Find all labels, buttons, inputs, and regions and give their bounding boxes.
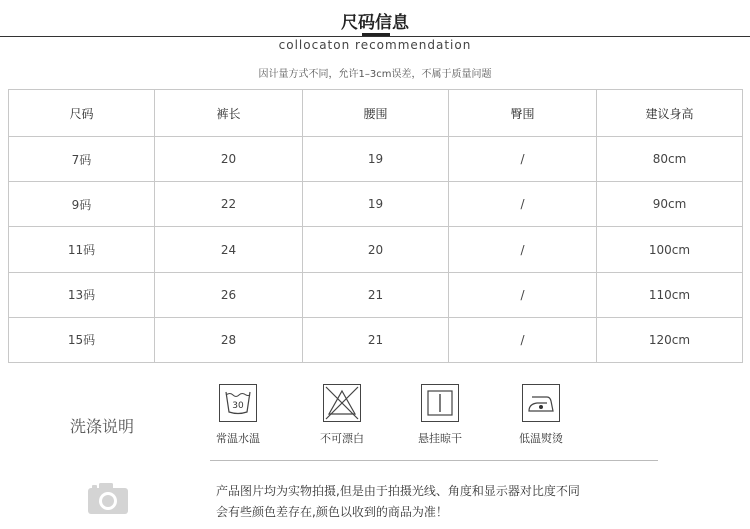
care-label: 不可漂白	[320, 432, 364, 445]
column-header-waist: 腰围	[303, 90, 449, 137]
care-label: 低温熨烫	[519, 432, 563, 445]
table-cell: /	[449, 317, 597, 362]
care-item-low-iron	[501, 384, 581, 446]
table-header-row	[9, 90, 743, 137]
table-cell: 13码	[9, 272, 155, 317]
table-row	[9, 272, 743, 317]
table-cell: /	[449, 137, 597, 182]
table-cell: /	[449, 227, 597, 272]
page-title: 尺码信息	[341, 13, 409, 33]
table-cell: 21	[303, 317, 449, 362]
photo-disclaimer	[216, 481, 736, 523]
measurement-note: 因计量方式不同，允许1–3cm误差，不属于质量问题	[258, 69, 492, 80]
care-label: 常温水温	[216, 432, 260, 445]
title-divider	[0, 36, 750, 37]
column-header-size: 尺码	[9, 90, 155, 137]
table-cell: 28	[155, 317, 303, 362]
camera-icon	[86, 481, 130, 515]
wash-30-icon	[219, 384, 257, 422]
table-cell: 19	[303, 182, 449, 227]
table-cell: /	[449, 272, 597, 317]
column-header-suggested-height: 建议身高	[597, 90, 743, 137]
table-cell: 15码	[9, 317, 155, 362]
table-cell: 80cm	[597, 137, 743, 182]
table-cell: 100cm	[597, 227, 743, 272]
disclaimer-line-1: 产品图片均为实物拍摄,但是由于拍摄光线、角度和显示器对比度不同	[216, 484, 580, 498]
table-cell: 19	[303, 137, 449, 182]
table-row	[9, 137, 743, 182]
table-cell: 20	[303, 227, 449, 272]
washing-instructions-title: 洗涤说明	[70, 417, 135, 436]
no-bleach-icon	[323, 384, 361, 422]
table-cell: 20	[155, 137, 303, 182]
subtitle: collocaton recommendation	[278, 38, 472, 52]
care-item-wash	[198, 384, 278, 446]
table-cell: 26	[155, 272, 303, 317]
table-cell: 11码	[9, 227, 155, 272]
care-item-no-bleach	[302, 384, 382, 446]
table-cell: 24	[155, 227, 303, 272]
table-row	[9, 317, 743, 362]
disclaimer-line-2: 会有些颜色差存在,颜色以收到的商品为准！	[216, 505, 448, 519]
table-row	[9, 182, 743, 227]
table-cell: 22	[155, 182, 303, 227]
table-cell: 7码	[9, 137, 155, 182]
size-table	[8, 89, 743, 363]
low-iron-icon	[522, 384, 560, 422]
column-header-hip: 臀围	[449, 90, 597, 137]
table-cell: /	[449, 182, 597, 227]
table-row	[9, 227, 743, 272]
table-cell: 90cm	[597, 182, 743, 227]
wash-temperature: 30	[232, 401, 244, 411]
care-label: 悬挂晾干	[418, 432, 462, 445]
table-cell: 21	[303, 272, 449, 317]
care-divider	[210, 460, 658, 461]
table-cell: 120cm	[597, 317, 743, 362]
column-header-pants-length: 裤长	[155, 90, 303, 137]
table-cell: 9码	[9, 182, 155, 227]
care-item-hang-dry	[400, 384, 480, 446]
hang-dry-icon	[421, 384, 459, 422]
table-cell: 110cm	[597, 272, 743, 317]
